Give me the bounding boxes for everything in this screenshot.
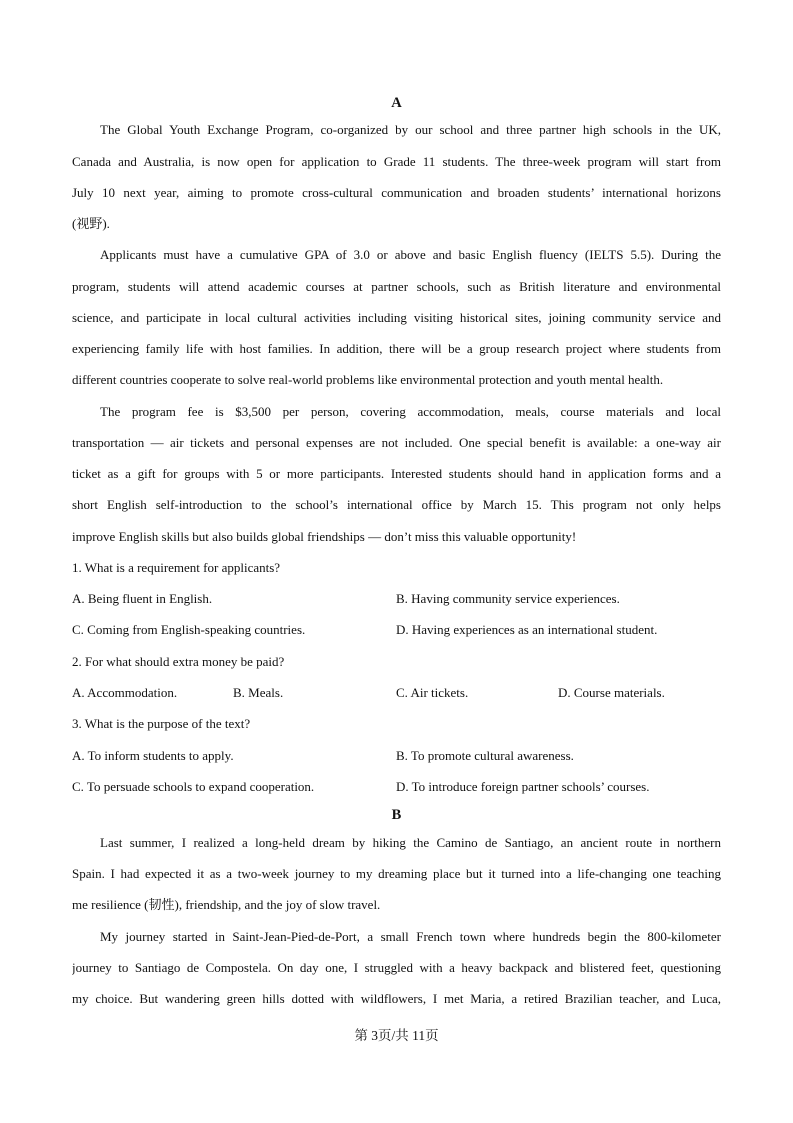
- text-line: My journey started in Saint-Jean-Pied-de-Port, a small French town where hundreds begin the 800-kilometer: [100, 929, 721, 944]
- page-number-footer: 第 3页/共 11页: [354, 1028, 439, 1043]
- text-line: improve English skills but also builds global friendships — don’t miss this valuable opportunity!: [72, 529, 577, 544]
- option-d[interactable]: D. Course materials.: [558, 685, 665, 700]
- text-line: journey to Santiago de Compostela. On day one, I struggled with a heavy backpack and blistered feet, questioning: [72, 960, 721, 975]
- option-d[interactable]: D. To introduce foreign partner schools’ courses.: [396, 779, 650, 794]
- text-line: Spain. I had expected it as a two-week journey to my dreaming place but it turned into a life-changing one teaching: [72, 866, 721, 881]
- text-line: Applicants must have a cumulative GPA of 3.0 or above and basic English fluency (IELTS 5.5). During the: [100, 247, 721, 262]
- question-stem: 3. What is the purpose of the text?: [72, 716, 251, 731]
- question-stem: 1. What is a requirement for applicants?: [72, 560, 281, 575]
- text-line: short English self-introduction to the school’s international office by March 15. This program not only helps: [72, 497, 721, 512]
- text-line: Last summer, I realized a long-held dream by hiking the Camino de Santiago, an ancient route in northern: [100, 835, 721, 850]
- section-a-title: A: [391, 95, 402, 111]
- option-b[interactable]: B. To promote cultural awareness.: [396, 748, 574, 763]
- text-line: (视野).: [72, 216, 110, 231]
- text-line: me resilience (韧性), friendship, and the joy of slow travel.: [72, 897, 381, 912]
- text-line: transportation — air tickets and personal expenses are not included. One special benefit is available: a one-way air: [72, 435, 721, 450]
- text-line: July 10 next year, aiming to promote cross-cultural communication and broaden students’ international horizons: [72, 185, 721, 200]
- option-a[interactable]: A. Being fluent in English.: [72, 591, 213, 606]
- option-d[interactable]: D. Having experiences as an international student.: [396, 622, 658, 637]
- option-b[interactable]: B. Having community service experiences.: [396, 591, 620, 606]
- text-line: my choice. But wandering green hills dotted with wildflowers, I met Maria, a retired Brazilian teacher, and Luca,: [72, 991, 721, 1006]
- text-line: experiencing family life with host families. In addition, there will be a group research project where students from: [72, 341, 721, 356]
- text-line: ticket as a gift for groups with 5 or more participants. Interested students should hand in application forms and a: [72, 466, 721, 481]
- option-b[interactable]: B. Meals.: [233, 685, 284, 700]
- question-stem: 2. For what should extra money be paid?: [72, 654, 285, 669]
- section-b-title: B: [391, 807, 402, 823]
- text-line: different countries cooperate to solve real-world problems like environmental protection and youth mental health.: [72, 372, 664, 387]
- option-a[interactable]: A. Accommodation.: [72, 685, 178, 700]
- option-a[interactable]: A. To inform students to apply.: [72, 748, 234, 763]
- text-line: The program fee is $3,500 per person, covering accommodation, meals, course materials and local: [100, 404, 721, 419]
- option-c[interactable]: C. Coming from English-speaking countries.: [72, 622, 306, 637]
- text-line: program, students will attend academic courses at partner schools, such as British literature and environmental: [72, 279, 721, 294]
- text-line: The Global Youth Exchange Program, co-organized by our school and three partner high schools in the UK,: [100, 122, 721, 137]
- option-c[interactable]: C. To persuade schools to expand cooperation.: [72, 779, 315, 794]
- text-line: Canada and Australia, is now open for application to Grade 11 students. The three-week program will start from: [72, 154, 721, 169]
- text-line: science, and participate in local cultural activities including visiting historical sites, joining community service and: [72, 310, 721, 325]
- option-c[interactable]: C. Air tickets.: [396, 685, 469, 700]
